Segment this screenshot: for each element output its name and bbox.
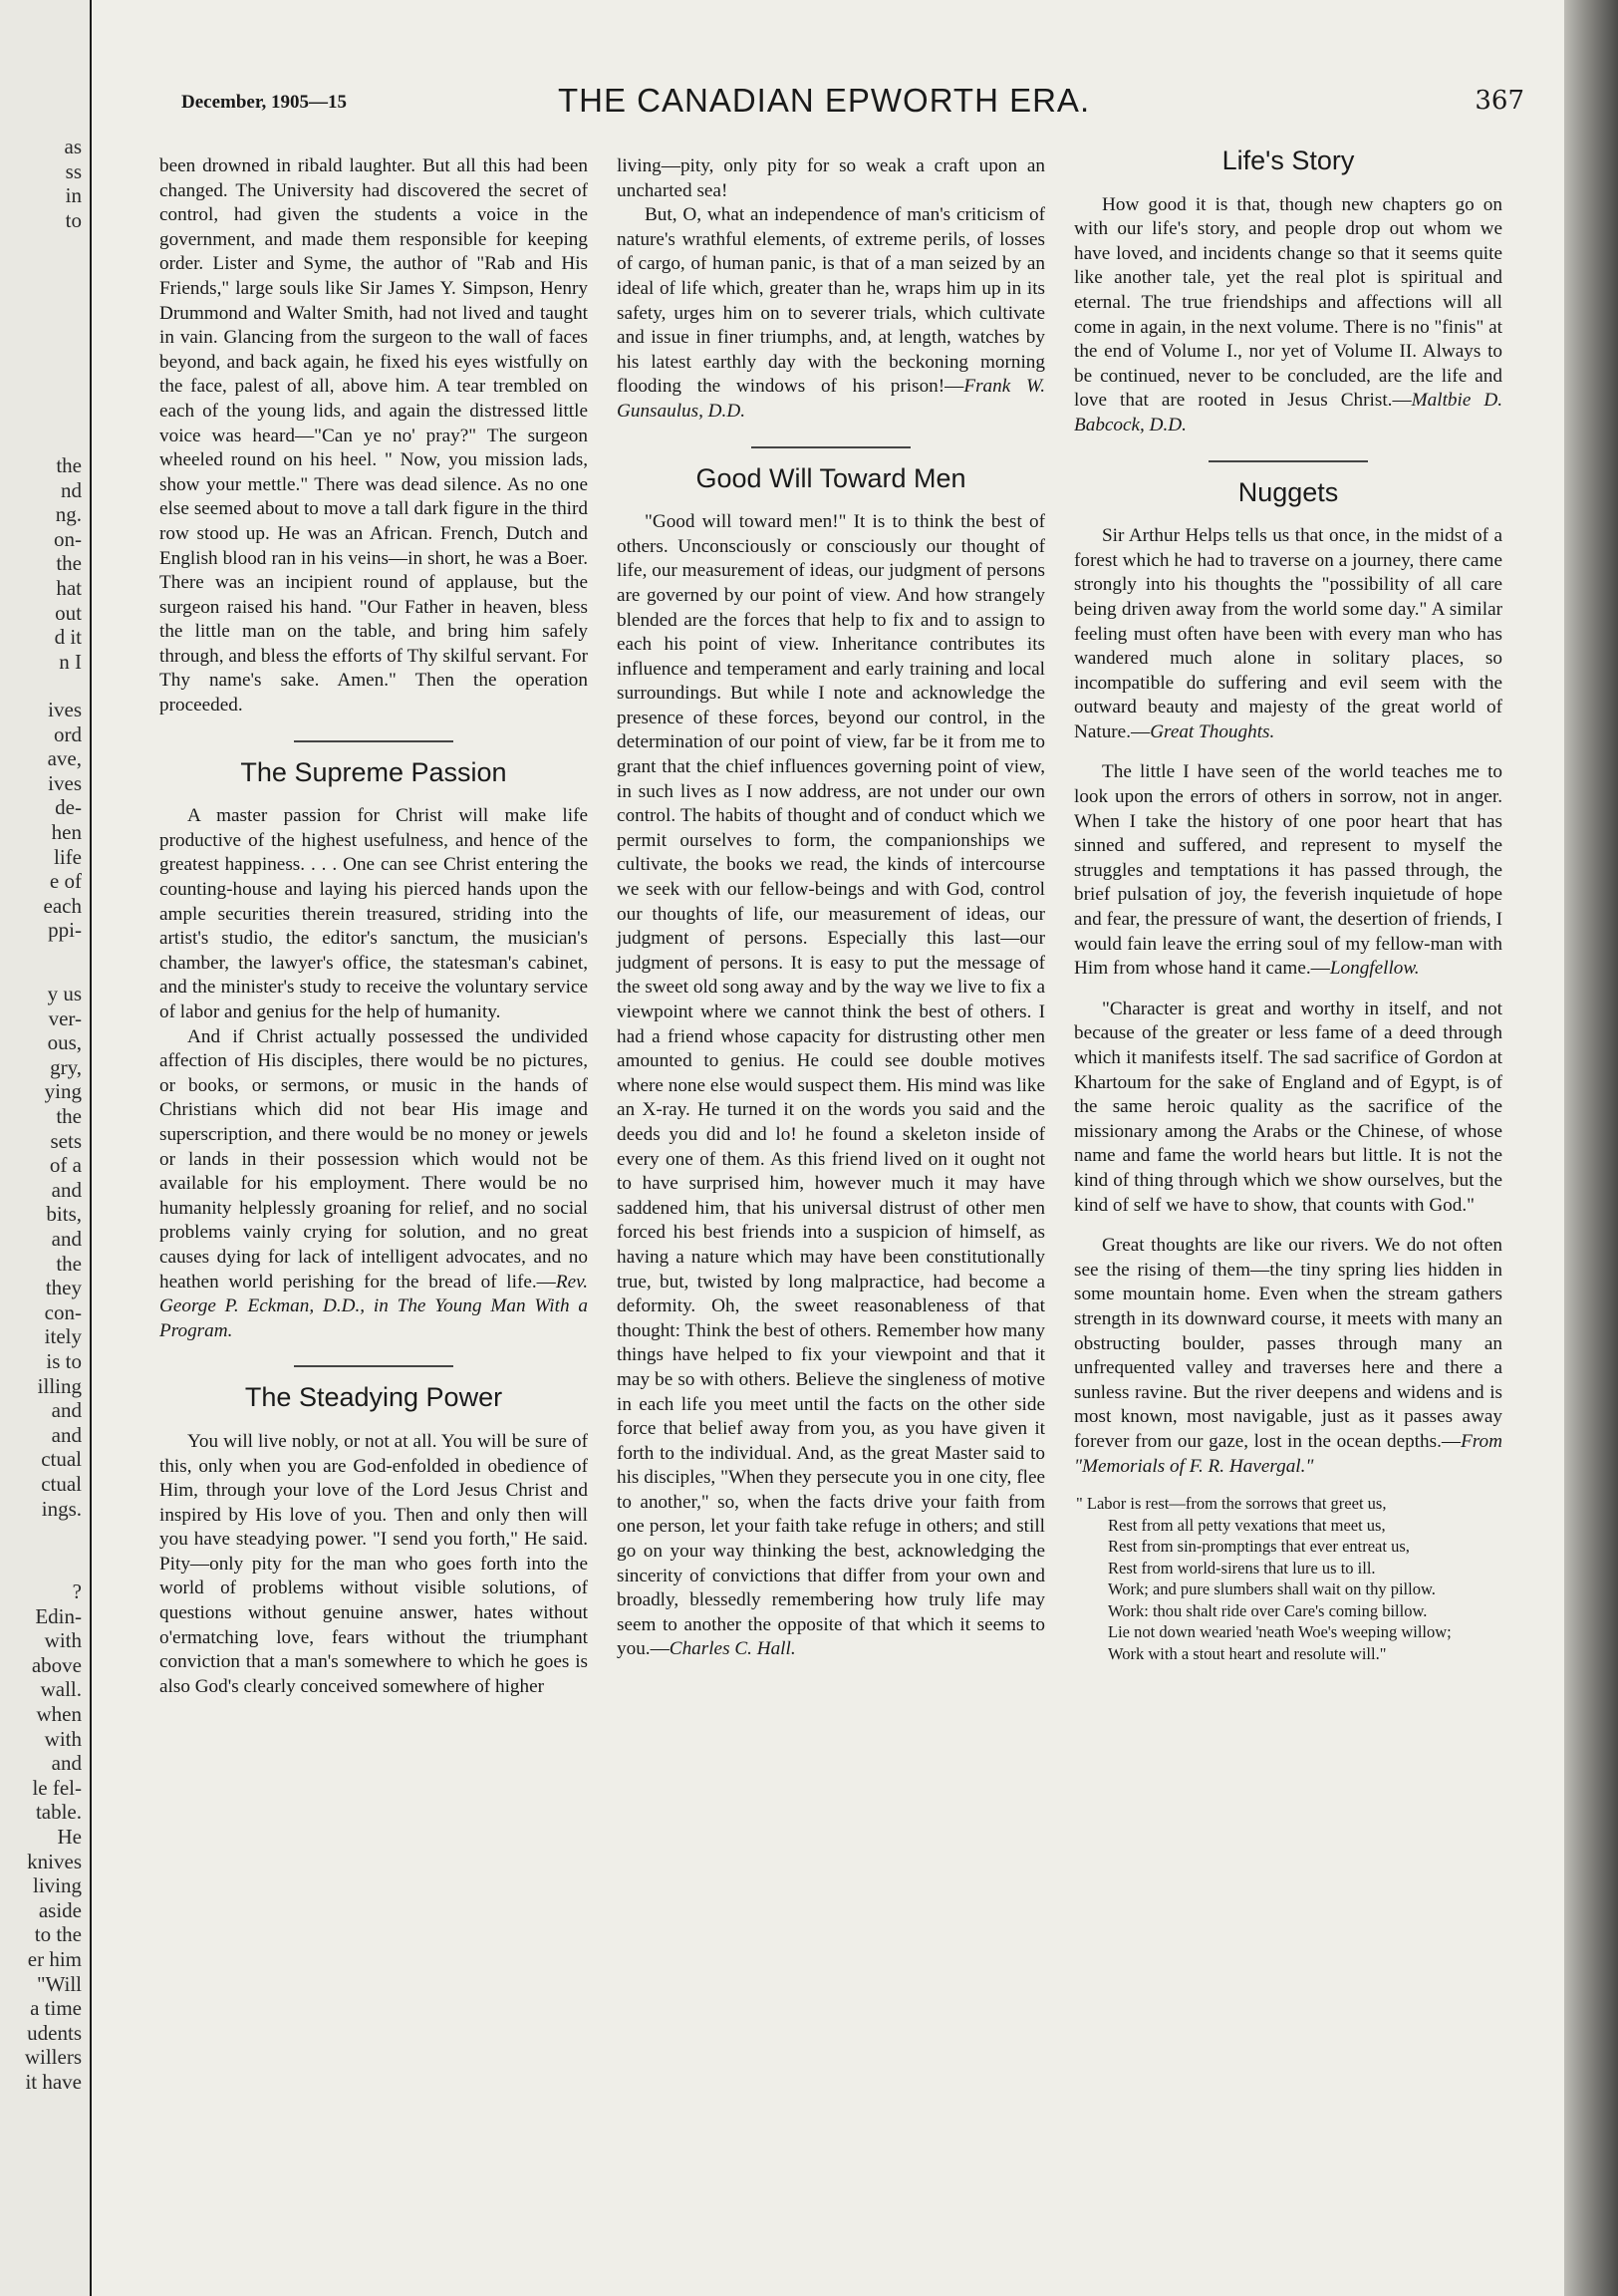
bleed-fragment: the (56, 551, 82, 576)
heading-good-will: Good Will Toward Men (695, 462, 966, 493)
heading-lifes-story: Life's Story (1221, 145, 1355, 175)
paragraph: And if Christ actually possessed the undivided affection of His disciples, there would be no pictures, or books, or sermons, or music in the hands of Christians which did not bear His image and superscription, and there would be no money or jewels or lands in their possession which would not be available for his employment. There would be no humanity helplessly groaning for relief, and no social problems vainly crying for solution, and no great causes dying for lack of intelligent advocates, and no heathen world perishing for the bread of life.—Rev. George P. Eckman, D.D., in The Young Man With a Program. (159, 1025, 588, 1341)
poem-line: Lie not down wearied 'neath Woe's weeping willow; (1108, 1622, 1452, 1642)
bleed-fragment: and (51, 1177, 82, 1202)
bleed-fragment: ave, (47, 746, 82, 771)
bleed-fragment: hen (51, 820, 82, 844)
bleed-fragment: ying (44, 1079, 82, 1104)
bleed-fragment: itely (44, 1324, 82, 1349)
bleed-fragment: aside (38, 1897, 82, 1922)
bleed-fragment: the (56, 1251, 82, 1276)
bleed-fragment: le fel- (32, 1775, 82, 1800)
page-edge-shadow (1564, 0, 1618, 2296)
bleed-fragment: in (65, 183, 82, 208)
bleed-fragment: ives (48, 770, 82, 795)
bleed-fragment: ng. (55, 502, 82, 527)
bleed-fragment: it have (25, 2070, 82, 2094)
bleed-fragment: udents (27, 2020, 82, 2045)
bleed-fragment: is to (46, 1349, 82, 1373)
paragraph: Great thoughts are like our rivers. We do not often see the rising of them—the tiny spring lies hidden in some mountain home. Even when the stream gathers strength in its downward course, it meets with many an obstructing boulder, passes through many an unfrequented valley and traverses here and there a sunless ravine. But the river deepens and widens and is most known, most navigable, just as it passes away forever from our gaze, lost in the ocean depths.—From "Memorials of F. R. Havergal." (1074, 1235, 1502, 1477)
bleed-fragment: ver- (48, 1005, 82, 1030)
paragraph: "Character is great and worthy in itself, and not because of the greater or less fame of a deed through which it manifests itself. The sad sacrifice of Gordon at Khartoum for the sake of England and of Egypt, is of the same heroic quality as the sacrifice of the missionary among the Arabs or the Chinese, of whose name and fame the world hears but little. It is not the kind of thing through which we show ourselves, but the kind of self we have to show, that counts with God." (1074, 998, 1502, 1216)
section-divider (294, 1365, 453, 1367)
article-continuation: been drowned in ribald laughter. But all this had been changed. The University had discovered the secret of control, had given the students a voice in the government, and made them responsible for keeping order. Lister and Syme, the author of "Rab and His Friends," large souls like Sir James Y. Simpson, Henry Drummond and Walter Smith, had not lived and taught in vain. Glancing from the surgeon to the wall of faces beyond, and back again, he fixed his eyes wistfully on the face, palest of all, above him. A tear trembled on each of the young lids, and again the distressed little voice was heard—"Can ye no' pray?" The surgeon wheeled round on his heel. " Now, you mission lads, show your mettle." There was dead silence. As no one else seemed about to move a tall dark figure in the third row stood up. He was an African. French, Dutch and English blood ran in his veins—in short, he was a Boer. There was an incipient round of applause, but the surgeon raised his hand. "Our Father in heaven, bless the little man on the table, and bring him safely through, and bless the efforts of Thy skilful servant. For Thy name's sake. Amen." Then the operation proceeded. (159, 155, 588, 717)
bleed-fragment: nd (61, 477, 82, 502)
bleed-fragment: life (54, 844, 82, 869)
bleed-fragment: ings. (41, 1496, 82, 1521)
poem-line: Work; and pure slumbers shall wait on thy pillow. (1108, 1579, 1436, 1599)
issue-date: December, 1905—15 (181, 92, 348, 113)
bleed-fragment: d it (54, 625, 82, 650)
bleed-fragment: sets (50, 1128, 82, 1153)
page (92, 0, 1564, 2296)
attribution: Charles C. Hall. (669, 1638, 796, 1660)
paragraph: The little I have seen of the world teaches me to look upon the errors of others in sorrow, not in anger. When I take the history of one poor heart that has sinned and suffered, and represent to myself the struggles and temptations it has passed through, the brief pulsation of joy, the feverish inquietude of hope and fear, the pressure of want, the desertion of friends, I would fain leave the erring soul of my fellow-man with Him from whose hand it came.—Longfellow. (1074, 761, 1502, 980)
bleed-fragment: table. (35, 1800, 82, 1825)
attribution: From "Memorials of F. R. Havergal." (1074, 1430, 1502, 1477)
bleed-fragment: Edin- (35, 1603, 82, 1628)
bleed-fragment: er him (27, 1947, 82, 1971)
bleed-fragment: ctual (41, 1447, 82, 1472)
paragraph: How good it is that, though new chapters go on with our life's story, and people drop out whom we have loved, and incidents change so that it seems quite like another tale, yet the real plot is spiritual and eternal. The true friendships and affections will all come in again, in the next volume. There is no "finis" at the end of Volume I., nor yet of Volume II. Always to be continued, never to be concluded, are the life and love that are rooted in Jesus Christ.—Maltbie D. Babcock, D.D. (1074, 193, 1503, 435)
page-header (181, 82, 1524, 122)
section-divider (294, 740, 453, 742)
bleed-fragment: of a (49, 1153, 82, 1178)
bleed-fragment: above (31, 1652, 82, 1677)
bleed-fragment: y us (47, 982, 82, 1005)
paragraph: living—pity, only pity for so weak a craft upon an uncharted sea! (617, 155, 1045, 201)
paragraph: A master passion for Christ will make life productive of the highest usefulness, and hence of the greatest happiness. . . . One can see Christ entering the counting-house and laying his pierced hands upon the ample securities therein treasured, striding into the artist's studio, the editor's sanctum, the musician's chamber, the lawyer's office, the statesman's cabinet, and the minister's study to receive the voluntary service of labor and genius for the help of humanity. (159, 805, 588, 1022)
bleed-fragment: ctual (41, 1472, 82, 1496)
bleed-fragment: and (51, 1422, 82, 1447)
bleed-fragment: hat (56, 576, 82, 600)
poem-line: Work with a stout heart and resolute will." (1108, 1643, 1387, 1663)
bleed-fragment: bits, (46, 1202, 82, 1227)
bleed-fragment: gry, (50, 1054, 82, 1079)
bleed-fragment: and (51, 1398, 82, 1423)
bleed-fragment: illing (37, 1373, 82, 1398)
bleed-fragment: He (57, 1825, 82, 1849)
paragraph: But, O, what an independence of man's criticism of nature's wrathful elements, of extreme perils, of losses of cargo, of human panic, is that of a man seized by an ideal of life which, greater than he, wraps him up in its safety, urges him on to severer trials, which cultivate and issue in finer triumphs, and, at length, watches by his latest earthly day with the beckoning morning flooding the windows of his prison!—Frank W. Gunsaulus, D.D. (617, 204, 1045, 422)
attribution: Longfellow. (1329, 958, 1420, 980)
poem-line: Work: thou shalt ride over Care's coming billow. (1108, 1600, 1428, 1620)
poem-line: Rest from world-sirens that lure us to ill. (1108, 1558, 1376, 1578)
bleed-fragment: knives (27, 1849, 82, 1873)
bleed-fragment: a time (30, 1996, 82, 2021)
bleed-fragment: each (43, 893, 82, 918)
paragraph: "Good will toward men!" It is to think the best of others. Unconsciously or consciously our thought of life, our measurement of ideas, our judgment of persons are governed by our point of view. And how strangely blended are the forces that help to fix and to assign to each his point of view. Inheritance contributes its influence and temperament and early training and local surroundings. But while I note and acknowledge the presence of these forces, beyond our control, in the determination of our point of view, far be it from me to grant that the chief influences governing point of view, in such lives as I now address, are not under our own control. The habits of thought and of conduct which we permit ourselves to form, the companionships we cultivate, the books we read, the kinds of intercourse we seek with our fellow-beings and with God, control our thoughts of life, our measurement of ideas, our judgment of persons. Especially this last—our judgment of persons. It is easy to put the message of the sweet old song away and by the way we live to fix a viewpoint where we cannot think the best of others. I had a friend whose capacity for distrusting other men amounted to genius. He could see double motives where none else would suspect them. His mind was like an X-ray. He turned it on the words you said and the deeds you did and lo! he found a skeleton inside of every one of them. As this friend lived on it ought not to have surprised him, however much it may have saddened him, that his universal distrust of other men forced his best friends into a suspicion of himself, as having a nature which may have been constitutionally true, but, twisted by long malpractice, had become a deformity. Oh, the sweet reasonableness of that thought: Think the best of others. Remember how many things have helped to fix your viewpoint and that it may be so with others. Believe the singleness of motive in each life you meet until the facts on the other side force that belief away from you, as you have given it forth to the individual. And, as the great Master said to his disciples, "When they persecute you in one city, flee to another," so, when the facts drive your faith from one person, let your faith take refuge in others; and still go on your way thinking the best, acknowledging the sincerity of convictions that differ from your own and broadly, blessedly remembering how truly life may seem to another the opposite of that which it seems to you.—Charles C. Hall. (617, 511, 1045, 1660)
bleed-fragment: when (36, 1702, 82, 1726)
bleed-fragment: ss (65, 158, 82, 183)
bleed-fragment: ous, (47, 1030, 82, 1055)
bleed-fragment: "Will (36, 1971, 82, 1996)
bleed-fragment: on- (54, 526, 82, 551)
bleed-fragment: the (56, 1104, 82, 1128)
bleed-fragment: willers (24, 2045, 82, 2070)
poem-line: Rest from sin-promptings that ever entreat us, (1108, 1537, 1410, 1557)
section-divider (751, 446, 911, 448)
bleed-fragment: ives (48, 698, 82, 721)
bleed-fragment: ord (54, 721, 82, 746)
attribution: Frank W. Gunsaulus, D.D. (617, 376, 1045, 422)
masthead: THE CANADIAN EPWORTH ERA. (558, 82, 1091, 119)
heading-supreme-passion: The Supreme Passion (240, 756, 507, 787)
bleed-fragment: as (64, 135, 82, 158)
bleed-fragment: with (44, 1726, 82, 1751)
poem (1074, 1493, 1502, 1664)
bleed-fragment: wall. (40, 1677, 82, 1702)
section-divider (1209, 460, 1368, 462)
bleed-fragment: to the (34, 1922, 82, 1947)
bleed-fragment: to (65, 207, 82, 232)
page-number: 367 (1475, 86, 1524, 116)
bleed-fragment: n I (59, 649, 82, 674)
bleed-fragment: con- (44, 1299, 82, 1324)
attribution: Rev. George P. Eckman, D.D., in The Young Man With a Program. (159, 1271, 588, 1341)
bleed-fragment: and (51, 1227, 82, 1251)
bleed-fragment: out (55, 600, 82, 625)
previous-page-bleed (0, 0, 90, 2296)
attribution: Maltbie D. Babcock, D.D. (1074, 390, 1503, 435)
bleed-fragment: with (44, 1628, 82, 1653)
bleed-fragment: they (45, 1276, 82, 1300)
heading-nuggets: Nuggets (1237, 476, 1339, 507)
poem-line: " Labor is rest—from the sorrows that greet us, (1076, 1494, 1387, 1514)
paragraph: You will live nobly, or not at all. You will be sure of this, only when you are God-enfolded in obedience of Him, through your love of the Lord Jesus Christ and inspired by His love of you. Then and only then will you have steadying power. "I send you forth," He said. Pity—only pity for the man who goes forth into the world of problems without visible solutions, of questions without genuine answer, hates without o'ermatching love, fears without the triumphant conviction that a man's somewhere to which he goes is also God's clearly conceived somewhere of higher (159, 1430, 588, 1697)
column-2 (617, 154, 1045, 1662)
bleed-fragment: ? (72, 1579, 82, 1603)
bleed-fragment: ppi- (48, 918, 82, 943)
bleed-fragment: living (32, 1873, 82, 1898)
column-3 (1074, 145, 1503, 1664)
heading-steadying-power: The Steadying Power (244, 1382, 503, 1413)
poem-line: Rest from all petty vexations that meet us, (1108, 1515, 1386, 1535)
paragraph: Sir Arthur Helps tells us that once, in the midst of a forest which he had to traverse on a journey, there came strongly into his thoughts the "possibility of all care being driven away from the world some day." A similar feeling must often have been with every man who has wandered much alone in solitary places, so incompatible do suffering and evil seem with the outward beauty and majesty of the great world of Nature.—Great Thoughts. (1074, 525, 1502, 742)
bleed-fragment: and (51, 1751, 82, 1776)
attribution: Great Thoughts. (1150, 720, 1275, 742)
bleed-fragment: the (56, 453, 82, 477)
bleed-fragment: e of (49, 869, 82, 894)
bleed-fragment: de- (55, 795, 82, 820)
column-1 (159, 154, 588, 1699)
